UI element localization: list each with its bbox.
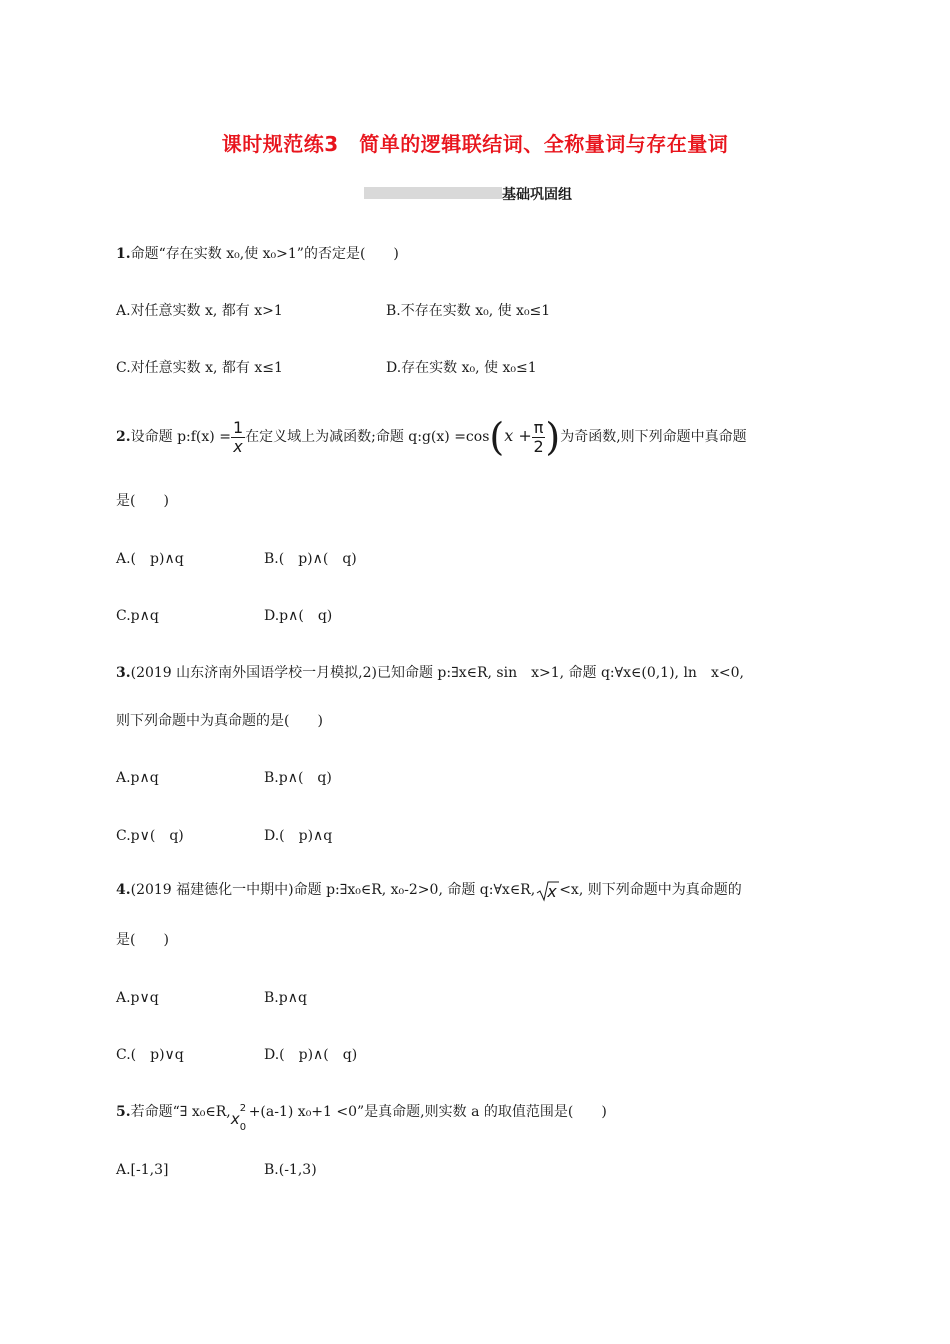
question-stem-part: 若命题“∃ x₀∈R, — [130, 1104, 231, 1120]
question-number: 3. — [116, 665, 131, 681]
question-stem: 命题“存在实数 x₀,使 x₀>1”的否定是( ) — [130, 246, 399, 262]
q1-option-b: B.不存在实数 x₀, 使 x₀≤1 — [386, 303, 551, 319]
question-1 — [116, 244, 399, 264]
question-2 — [116, 412, 747, 460]
question-stem-part: 在定义域上为减函数;命题 q:g(x) =cos — [245, 429, 490, 445]
question-stem-part: <x, 则下列命题中为真命题的 — [559, 882, 742, 898]
question-2-cont: 是( ) — [116, 493, 169, 509]
question-4-cont: 是( ) — [116, 932, 169, 948]
q4-option-b: B.p∧q — [264, 990, 307, 1006]
expression: x + — [504, 426, 532, 445]
page-title: 课时规范练3 简单的逻辑联结词、全称量词与存在量词 — [221, 132, 729, 156]
q5-option-b: B.(-1,3) — [264, 1162, 317, 1178]
q1-option-a: A.对任意实数 x, 都有 x>1 — [116, 303, 283, 319]
fraction: $\frac{\pi}{2}$ — [533, 417, 544, 456]
radical-expression: x — [535, 876, 559, 904]
q3-option-a: A.p∧q — [116, 770, 159, 786]
question-5 — [116, 1097, 607, 1133]
question-stem-part: 设命题 p:f(x) = — [130, 429, 231, 445]
q5-option-a: A.[-1,3] — [116, 1162, 169, 1178]
question-4 — [116, 876, 742, 904]
q3-option-d: D.( p)∧q — [264, 828, 333, 844]
q3-option-b: B.p∧( q) — [264, 770, 332, 786]
q4-option-a: A.p∨q — [116, 990, 159, 1006]
q2-option-b: B.( p)∧( q) — [264, 551, 357, 567]
q4-option-d: D.( p)∧( q) — [264, 1047, 358, 1063]
question-3-cont: 则下列命题中为真命题的是( ) — [116, 713, 323, 729]
fraction: $\frac{1}{x}$ — [232, 417, 244, 456]
q2-option-c: C.p∧q — [116, 608, 159, 624]
q1-option-d: D.存在实数 x₀, 使 x₀≤1 — [386, 360, 537, 376]
question-number: 5. — [116, 1104, 131, 1120]
q1-option-c: C.对任意实数 x, 都有 x≤1 — [116, 360, 283, 376]
question-stem-part: +(a-1) x₀+1 <0”是真命题,则实数 a 的取值范围是( ) — [248, 1104, 607, 1120]
question-stem-part: (2019 福建德化一中期中)命题 p:∃x₀∈R, x₀-2>0, 命题 q:∀x∈R, — [130, 882, 536, 898]
q2-option-a: A.( p)∧q — [116, 551, 184, 567]
question-3 — [116, 663, 744, 683]
right-paren: ) — [545, 415, 561, 459]
q3-option-c: C.p∨( q) — [116, 828, 184, 844]
question-stem-part: 为奇函数,则下列命题中真命题 — [560, 429, 747, 445]
section-divider-bar — [364, 187, 502, 199]
question-number: 2. — [116, 429, 131, 445]
section-label: 基础巩固组 — [502, 187, 572, 203]
question-number: 1. — [116, 246, 131, 262]
left-paren: ( — [489, 415, 505, 459]
q4-option-c: C.( p)∨q — [116, 1047, 184, 1063]
question-stem: (2019 山东济南外国语学校一月模拟,2)已知命题 p:∃x∈R, sin x>1, 命题 q:∀x∈(0,1), ln x<0, — [130, 665, 744, 681]
question-number: 4. — [116, 882, 131, 898]
q2-option-d: D.p∧( q) — [264, 608, 333, 624]
squared-term: x 2 0 — [230, 1103, 247, 1133]
